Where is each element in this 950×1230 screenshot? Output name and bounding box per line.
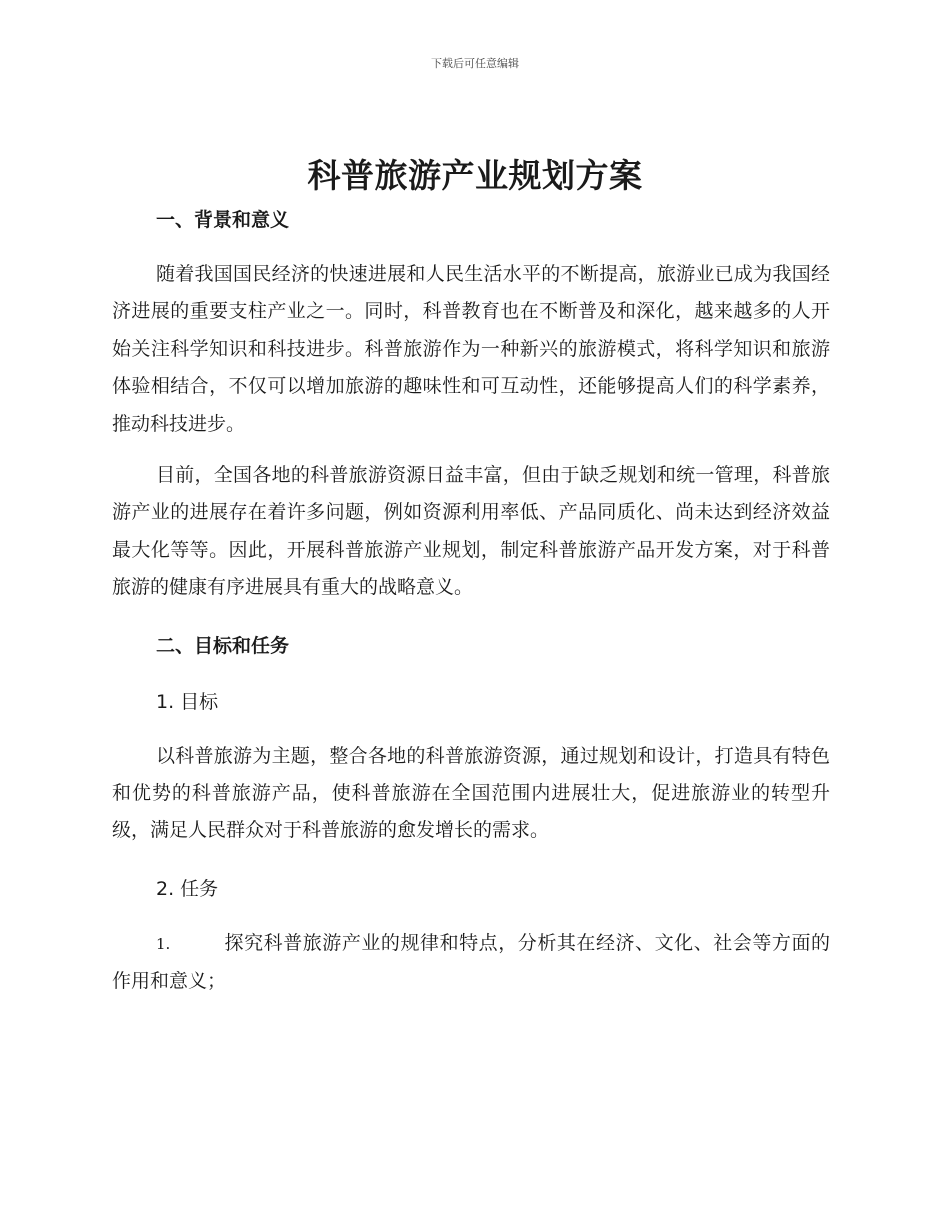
subsection-heading-goal: 1. 目标 <box>156 690 219 713</box>
section-heading-goals: 二、目标和任务 <box>156 634 290 657</box>
list-item-number: 1. <box>156 934 171 953</box>
paragraph-background-1: 随着我国国民经济的快速进展和人民生活水平的不断提高，旅游业已成为我国经济进展的重要支柱产业之一。同时，科普教育也在不断普及和深化，越来越多的人开始关注科学知识和科技进步。科普旅游作为一种新兴的旅游模式，将科学知识和旅游体验相结合，不仅可以增加旅游的趣味性和可互动性，还能够提高人们的科学素养，推动科技进步。 <box>112 263 830 435</box>
list-item <box>112 925 830 1001</box>
subsection-heading-tasks: 2. 任务 <box>156 877 219 900</box>
document-title: 科普旅游产业规划方案 <box>307 156 643 195</box>
header-note: 下载后可任意编辑 <box>431 57 519 70</box>
list-item-text: 探究科普旅游产业的规律和特点，分析其在经济、文化、社会等方面的作用和意义； <box>112 931 830 993</box>
paragraph-goal: 以科普旅游为主题，整合各地的科普旅游资源，通过规划和设计，打造具有特色和优势的科普旅游产品，使科普旅游在全国范围内进展壮大，促进旅游业的转型升级，满足人民群众对于科普旅游的愈发增长的需求。 <box>112 744 830 842</box>
section-heading-background: 一、背景和意义 <box>156 209 290 231</box>
paragraph-background-2: 目前，全国各地的科普旅游资源日益丰富，但由于缺乏规划和统一管理，科普旅游产业的进展存在着许多问题，例如资源利用率低、产品同质化、尚未达到经济效益最大化等等。因此，开展科普旅游产业规划，制定科普旅游产品开发方案，对于科普旅游的健康有序进展具有重大的战略意义。 <box>112 464 830 599</box>
document-body <box>112 203 830 1001</box>
